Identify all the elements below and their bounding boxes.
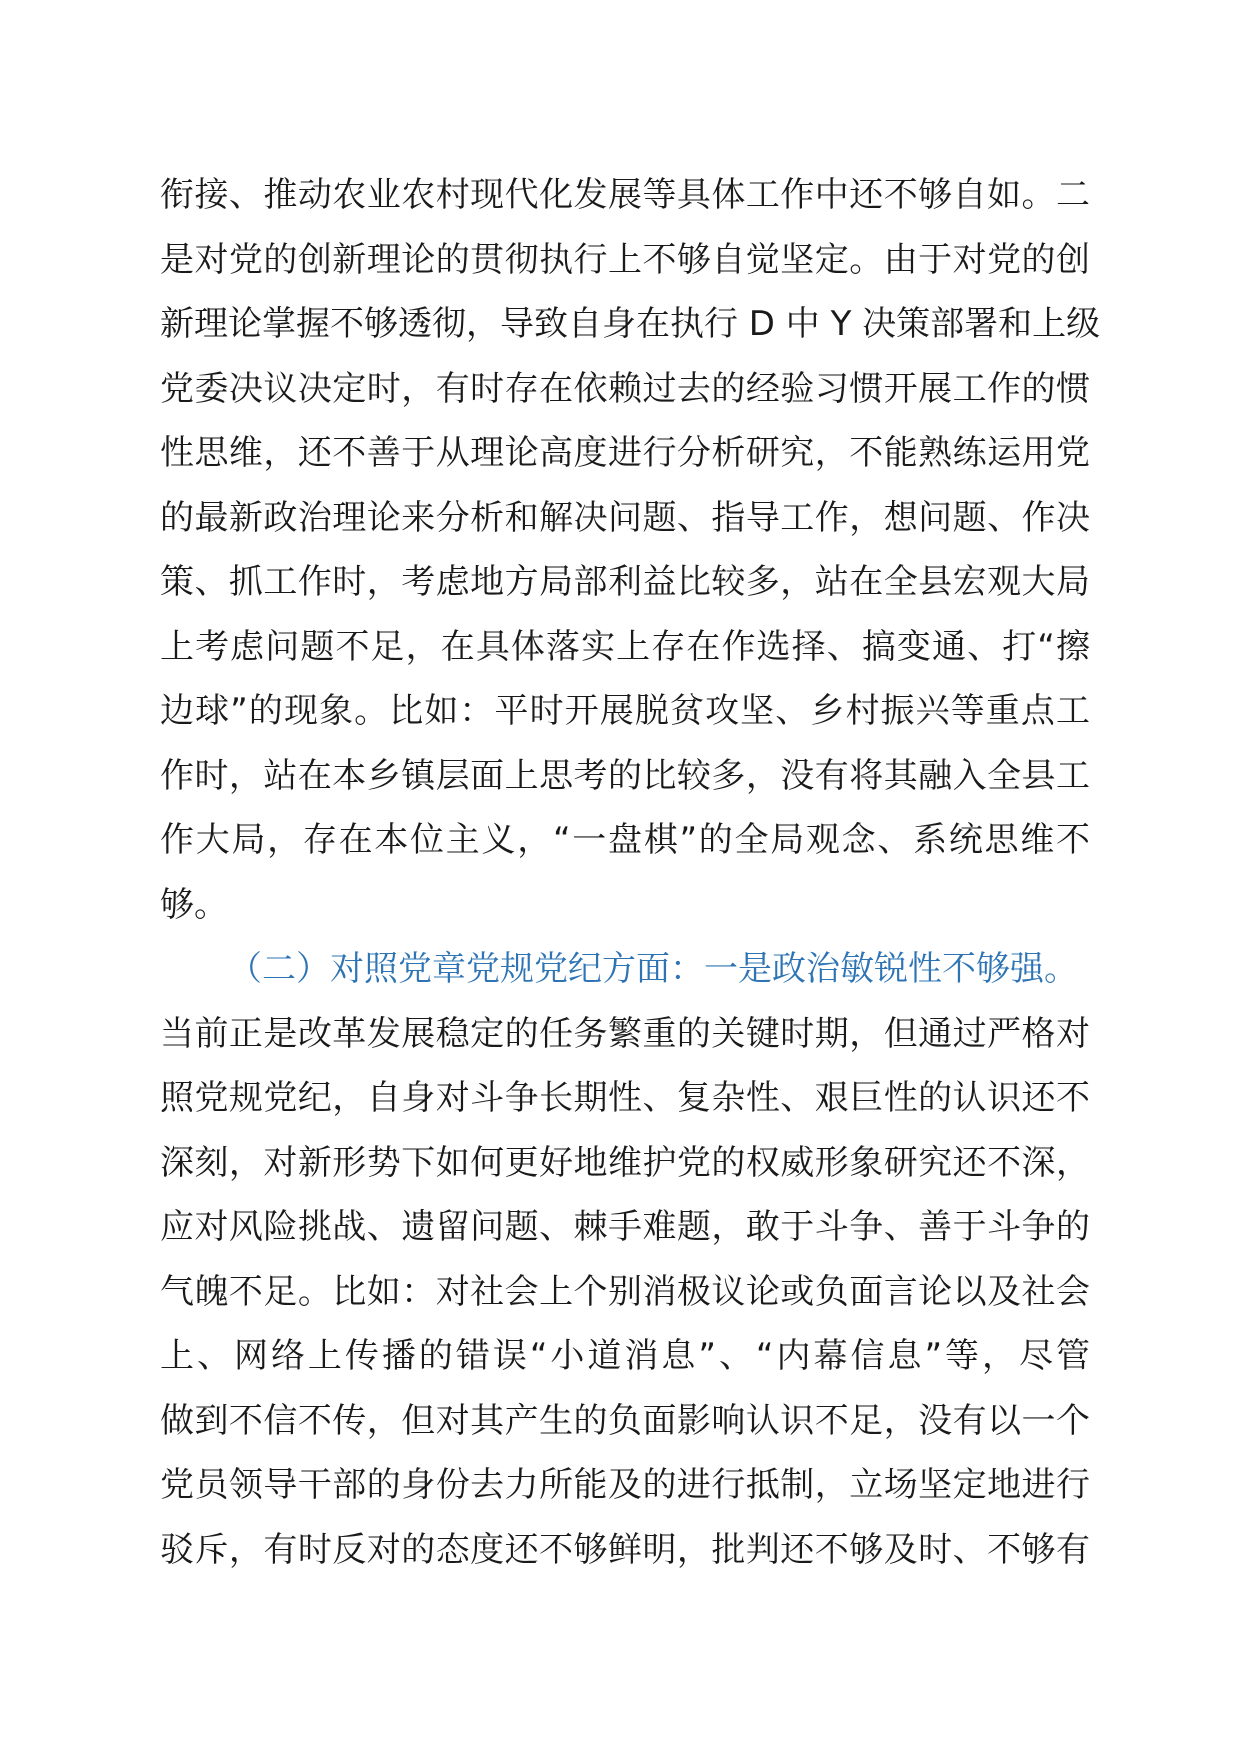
text-line: 应对风险挑战、遗留问题、棘手难题，敢于斗争、善于斗争的: [160, 1207, 1090, 1247]
text-line: 气魄不足。比如：对社会上个别消极议论或负面言论以及社会: [160, 1271, 1090, 1312]
text-line: 照党规党纪，自身对斗争长期性、复杂性、艰巨性的认识还不: [160, 1078, 1090, 1118]
text-line: 作大局，存在本位主义，“一盘棋”的全局观念、系统思维不: [160, 820, 1090, 860]
text-line: 驳斥，有时反对的态度还不够鲜明，批判还不够及时、不够有: [160, 1529, 1090, 1570]
text-line: 作时，站在本乡镇层面上思考的比较多，没有将其融入全县工: [160, 755, 1090, 796]
paragraph-2: [160, 1002, 1090, 1583]
paragraph-1: [160, 163, 1101, 937]
document-body: [160, 163, 1101, 1582]
text-line: 边球”的现象。比如：平时开展脱贫攻坚、乡村振兴等重点工: [160, 691, 1090, 731]
text-line: 做到不信不传，但对其产生的负面影响认识不足，没有以一个: [160, 1400, 1090, 1441]
text-line: 上、网络上传播的错误“小道消息”、“内幕信息”等，尽管: [160, 1336, 1090, 1376]
text-line: 深刻，对新形势下如何更好地维护党的权威形象研究还不深，: [160, 1142, 1090, 1183]
text-line: 衔接、推动农业农村现代化发展等具体工作中还不够自如。二: [160, 175, 1090, 215]
text-line: 策、抓工作时，考虑地方局部利益比较多，站在全县宏观大局: [160, 562, 1090, 602]
text-line: 够。: [160, 884, 228, 925]
text-line: 上考虑问题不足，在具体落实上存在作选择、搞变通、打“擦: [160, 626, 1090, 667]
text-line: 党委决议决定时，有时存在依赖过去的经验习惯开展工作的惯: [160, 368, 1090, 409]
text-line: 新理论掌握不够透彻，导致自身在执行 D 中 Y 决策部署和上级: [160, 304, 1101, 344]
text-line: 的最新政治理论来分析和解决问题、指导工作，想问题、作决: [160, 497, 1090, 538]
text-line: 当前正是改革发展稳定的任务繁重的关键时期，但通过严格对: [160, 1013, 1090, 1054]
section-heading: （二）对照党章党规党纪方面：一是政治敏锐性不够强。: [228, 949, 1078, 989]
text-line: 性思维，还不善于从理论高度进行分析研究，不能熟练运用党: [160, 433, 1090, 473]
text-line: 是对党的创新理论的贯彻执行上不够自觉坚定。由于对党的创: [160, 239, 1090, 280]
text-line: 党员领导干部的身份去力所能及的进行抵制，立场坚定地进行: [160, 1465, 1090, 1505]
